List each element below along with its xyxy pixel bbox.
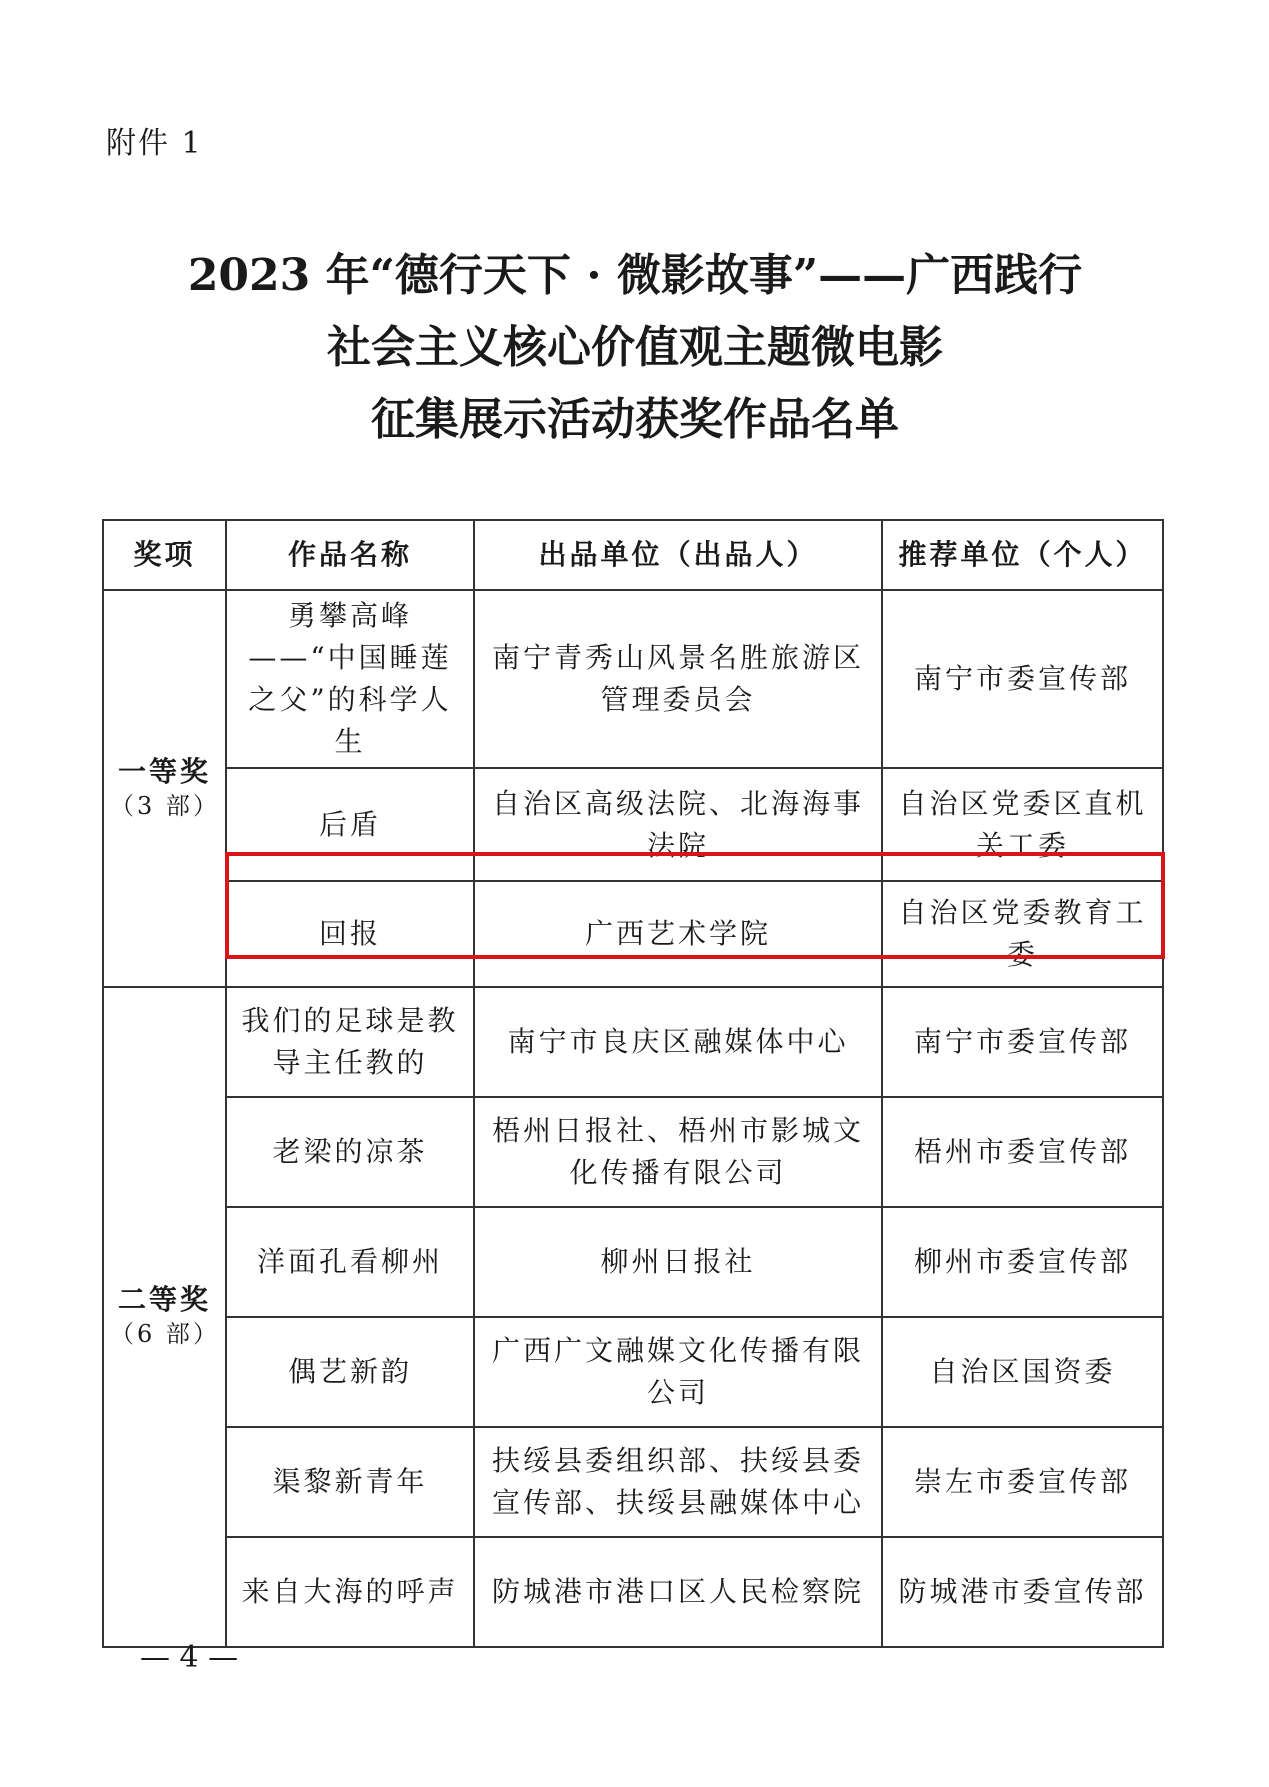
table-header-row <box>103 520 1163 590</box>
recommender-cell: 南宁市委宣传部 <box>882 987 1163 1097</box>
award-count: （6 部） <box>110 1320 220 1348</box>
awards-table <box>102 519 1164 1648</box>
attachment-label: 附件 1 <box>106 126 203 161</box>
producer-cell: 南宁青秀山风景名胜旅游区管理委员会 <box>474 590 882 768</box>
producer-cell: 梧州日报社、梧州市影城文化传播有限公司 <box>474 1097 882 1207</box>
recommender-cell: 自治区党委区直机关工委 <box>882 768 1163 881</box>
producer-cell: 自治区高级法院、北海海事法院 <box>474 768 882 881</box>
table-row <box>103 1317 1163 1427</box>
title-line-1: 2023 年“德行天下 · 微影故事”——广西践行 <box>187 250 1083 301</box>
header-work-title: 作品名称 <box>226 520 474 590</box>
work-title-cell: 勇攀高峰——“中国睡莲之父”的科学人生 <box>226 590 474 768</box>
document-title <box>90 240 1180 456</box>
table-row <box>103 881 1163 987</box>
award-cell-second <box>103 987 226 1647</box>
producer-cell: 广西广文融媒文化传播有限公司 <box>474 1317 882 1427</box>
table-row <box>103 590 1163 768</box>
table-row <box>103 768 1163 881</box>
header-award: 奖项 <box>103 520 226 590</box>
table-row <box>103 1427 1163 1537</box>
work-title-cell: 我们的足球是教导主任教的 <box>226 987 474 1097</box>
page-number: — 4 — <box>140 1640 239 1675</box>
header-producer: 出品单位（出品人） <box>474 520 882 590</box>
table-row <box>103 1097 1163 1207</box>
table-row <box>103 987 1163 1097</box>
award-name: 一等奖 <box>117 754 211 788</box>
recommender-cell: 自治区国资委 <box>882 1317 1163 1427</box>
work-title-cell: 洋面孔看柳州 <box>226 1207 474 1317</box>
work-title-cell: 来自大海的呼声 <box>226 1537 474 1647</box>
work-title-cell: 渠黎新青年 <box>226 1427 474 1537</box>
table-row <box>103 1537 1163 1647</box>
producer-cell: 柳州日报社 <box>474 1207 882 1317</box>
award-name: 二等奖 <box>117 1283 211 1316</box>
recommender-cell: 柳州市委宣传部 <box>882 1207 1163 1317</box>
recommender-cell: 梧州市委宣传部 <box>882 1097 1163 1207</box>
recommender-cell: 南宁市委宣传部 <box>882 590 1163 768</box>
recommender-cell: 自治区党委教育工委 <box>882 881 1163 987</box>
work-title-cell: 回报 <box>226 881 474 987</box>
title-line-2: 社会主义核心价值观主题微电影 <box>327 322 943 373</box>
work-title-cell: 后盾 <box>226 768 474 881</box>
producer-cell: 防城港市港口区人民检察院 <box>474 1537 882 1647</box>
recommender-cell: 防城港市委宣传部 <box>882 1537 1163 1647</box>
title-line-3: 征集展示活动获奖作品名单 <box>371 394 899 445</box>
work-title-cell: 偶艺新韵 <box>226 1317 474 1427</box>
producer-cell: 南宁市良庆区融媒体中心 <box>474 987 882 1097</box>
award-count: （3 部） <box>110 791 220 820</box>
recommender-cell: 崇左市委宣传部 <box>882 1427 1163 1537</box>
producer-cell: 广西艺术学院 <box>474 881 882 987</box>
table-row <box>103 1207 1163 1317</box>
producer-cell: 扶绥县委组织部、扶绥县委宣传部、扶绥县融媒体中心 <box>474 1427 882 1537</box>
work-title-cell: 老梁的凉茶 <box>226 1097 474 1207</box>
header-recommender: 推荐单位（个人） <box>882 520 1163 590</box>
award-cell-first <box>103 590 226 987</box>
